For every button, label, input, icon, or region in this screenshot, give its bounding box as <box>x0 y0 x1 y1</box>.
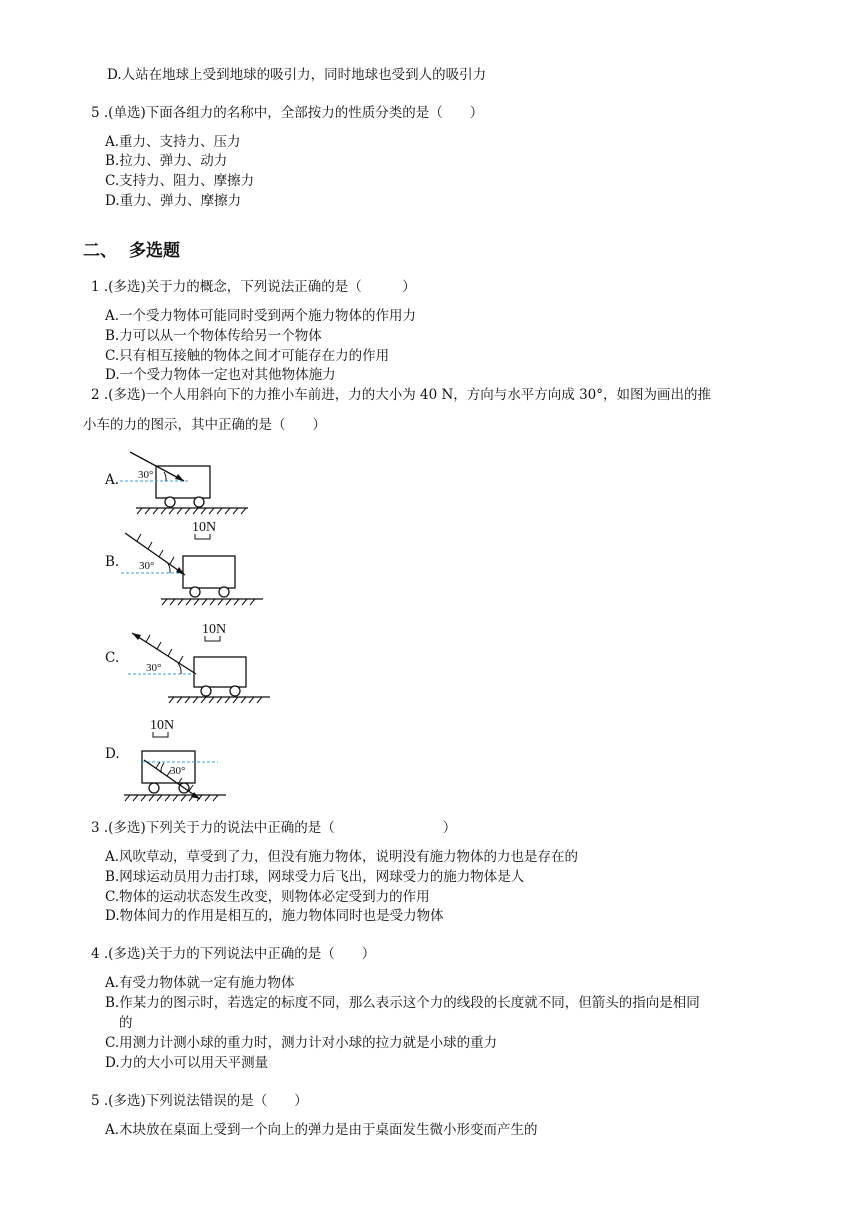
option-a: A.木块放在桌面上受到一个向上的弹力是由于桌面发生微小形变而产生的 <box>105 1122 538 1138</box>
question-stem: 5 .(单选)下面各组力的名称中，全部按力的性质分类的是（ ） <box>91 105 484 121</box>
option-c: C.用测力计测小球的重力时，测力计对小球的拉力就是小球的重力 <box>105 1035 498 1051</box>
question-stem: 2 .(多选)一个人用斜向下的力推小车前进，力的大小为 40 N，方向与水平方向成 30°，如图为画出的推 <box>91 387 711 403</box>
option-c: C.物体的运动状态发生改变，则物体必定受到力的作用 <box>105 889 430 905</box>
option-a: A.风吹草动，草受到了力，但没有施力物体，说明没有施力物体的力也是存在的 <box>105 849 579 865</box>
option-b: B.网球运动员用力击打球，网球受力后飞出，网球受力的施力物体是人 <box>105 869 525 885</box>
option-d: D.物体间力的作用是相互的，施力物体同时也是受力物体 <box>105 908 444 924</box>
angle-label: 30° <box>138 469 154 481</box>
option-a: A.有受力物体就一定有施力物体 <box>105 975 295 991</box>
option-b: B.作某力的图示时，若选定的标度不同，那么表示这个力的线段的长度就不同，但箭头的指向是相同 <box>105 995 700 1011</box>
scale-label: 10N <box>150 718 175 733</box>
option-c: C.支持力、阻力、摩擦力 <box>105 173 255 189</box>
figure-b-label: B. <box>105 554 120 570</box>
option-a: A.一个受力物体可能同时受到两个施力物体的作用力 <box>105 308 417 324</box>
figure-c-label: C. <box>105 650 120 666</box>
angle-label: 30° <box>146 662 162 674</box>
option-d: D.力的大小可以用天平测量 <box>105 1055 269 1071</box>
question-stem: 4 .(多选)关于力的下列说法中正确的是（ ） <box>91 946 376 962</box>
scale-label: 10N <box>202 622 227 637</box>
question-stem-continued: 小车的力的图示，其中正确的是（ ） <box>83 417 326 433</box>
option-d: D.一个受力物体一定也对其他物体施力 <box>105 367 336 383</box>
question-stem: 5 .(多选)下列说法错误的是（ ） <box>91 1093 308 1109</box>
option-a: A.重力、支持力、压力 <box>105 134 241 150</box>
scale-label: 10N <box>192 520 217 535</box>
force-diagram-c <box>120 617 280 707</box>
force-diagram-d <box>118 713 238 803</box>
question-stem: 3 .(多选)下列关于力的说法中正确的是（ ） <box>91 820 457 836</box>
option-c: C.只有相互接触的物体之间才可能存在力的作用 <box>105 348 390 364</box>
angle-label: 30° <box>170 765 186 777</box>
option-d: D.人站在地球上受到地球的吸引力，同时地球也受到人的吸引力 <box>107 67 487 83</box>
option-b: B.力可以从一个物体传给另一个物体 <box>105 328 322 344</box>
option-b-continued: 的 <box>119 1015 133 1031</box>
question-stem: 1 .(多选)关于力的概念，下列说法正确的是（ ） <box>91 279 416 295</box>
force-diagram-b <box>115 515 275 610</box>
figure-d-label: D. <box>105 746 120 762</box>
option-d: D.重力、弹力、摩擦力 <box>105 193 242 209</box>
force-diagram-a <box>120 440 260 520</box>
section-title: 多选题 <box>129 241 180 261</box>
section-number: 二、 <box>83 241 117 261</box>
figure-a-label: A. <box>105 472 120 488</box>
angle-label: 30° <box>139 560 155 572</box>
option-b: B.拉力、弹力、动力 <box>105 153 228 169</box>
